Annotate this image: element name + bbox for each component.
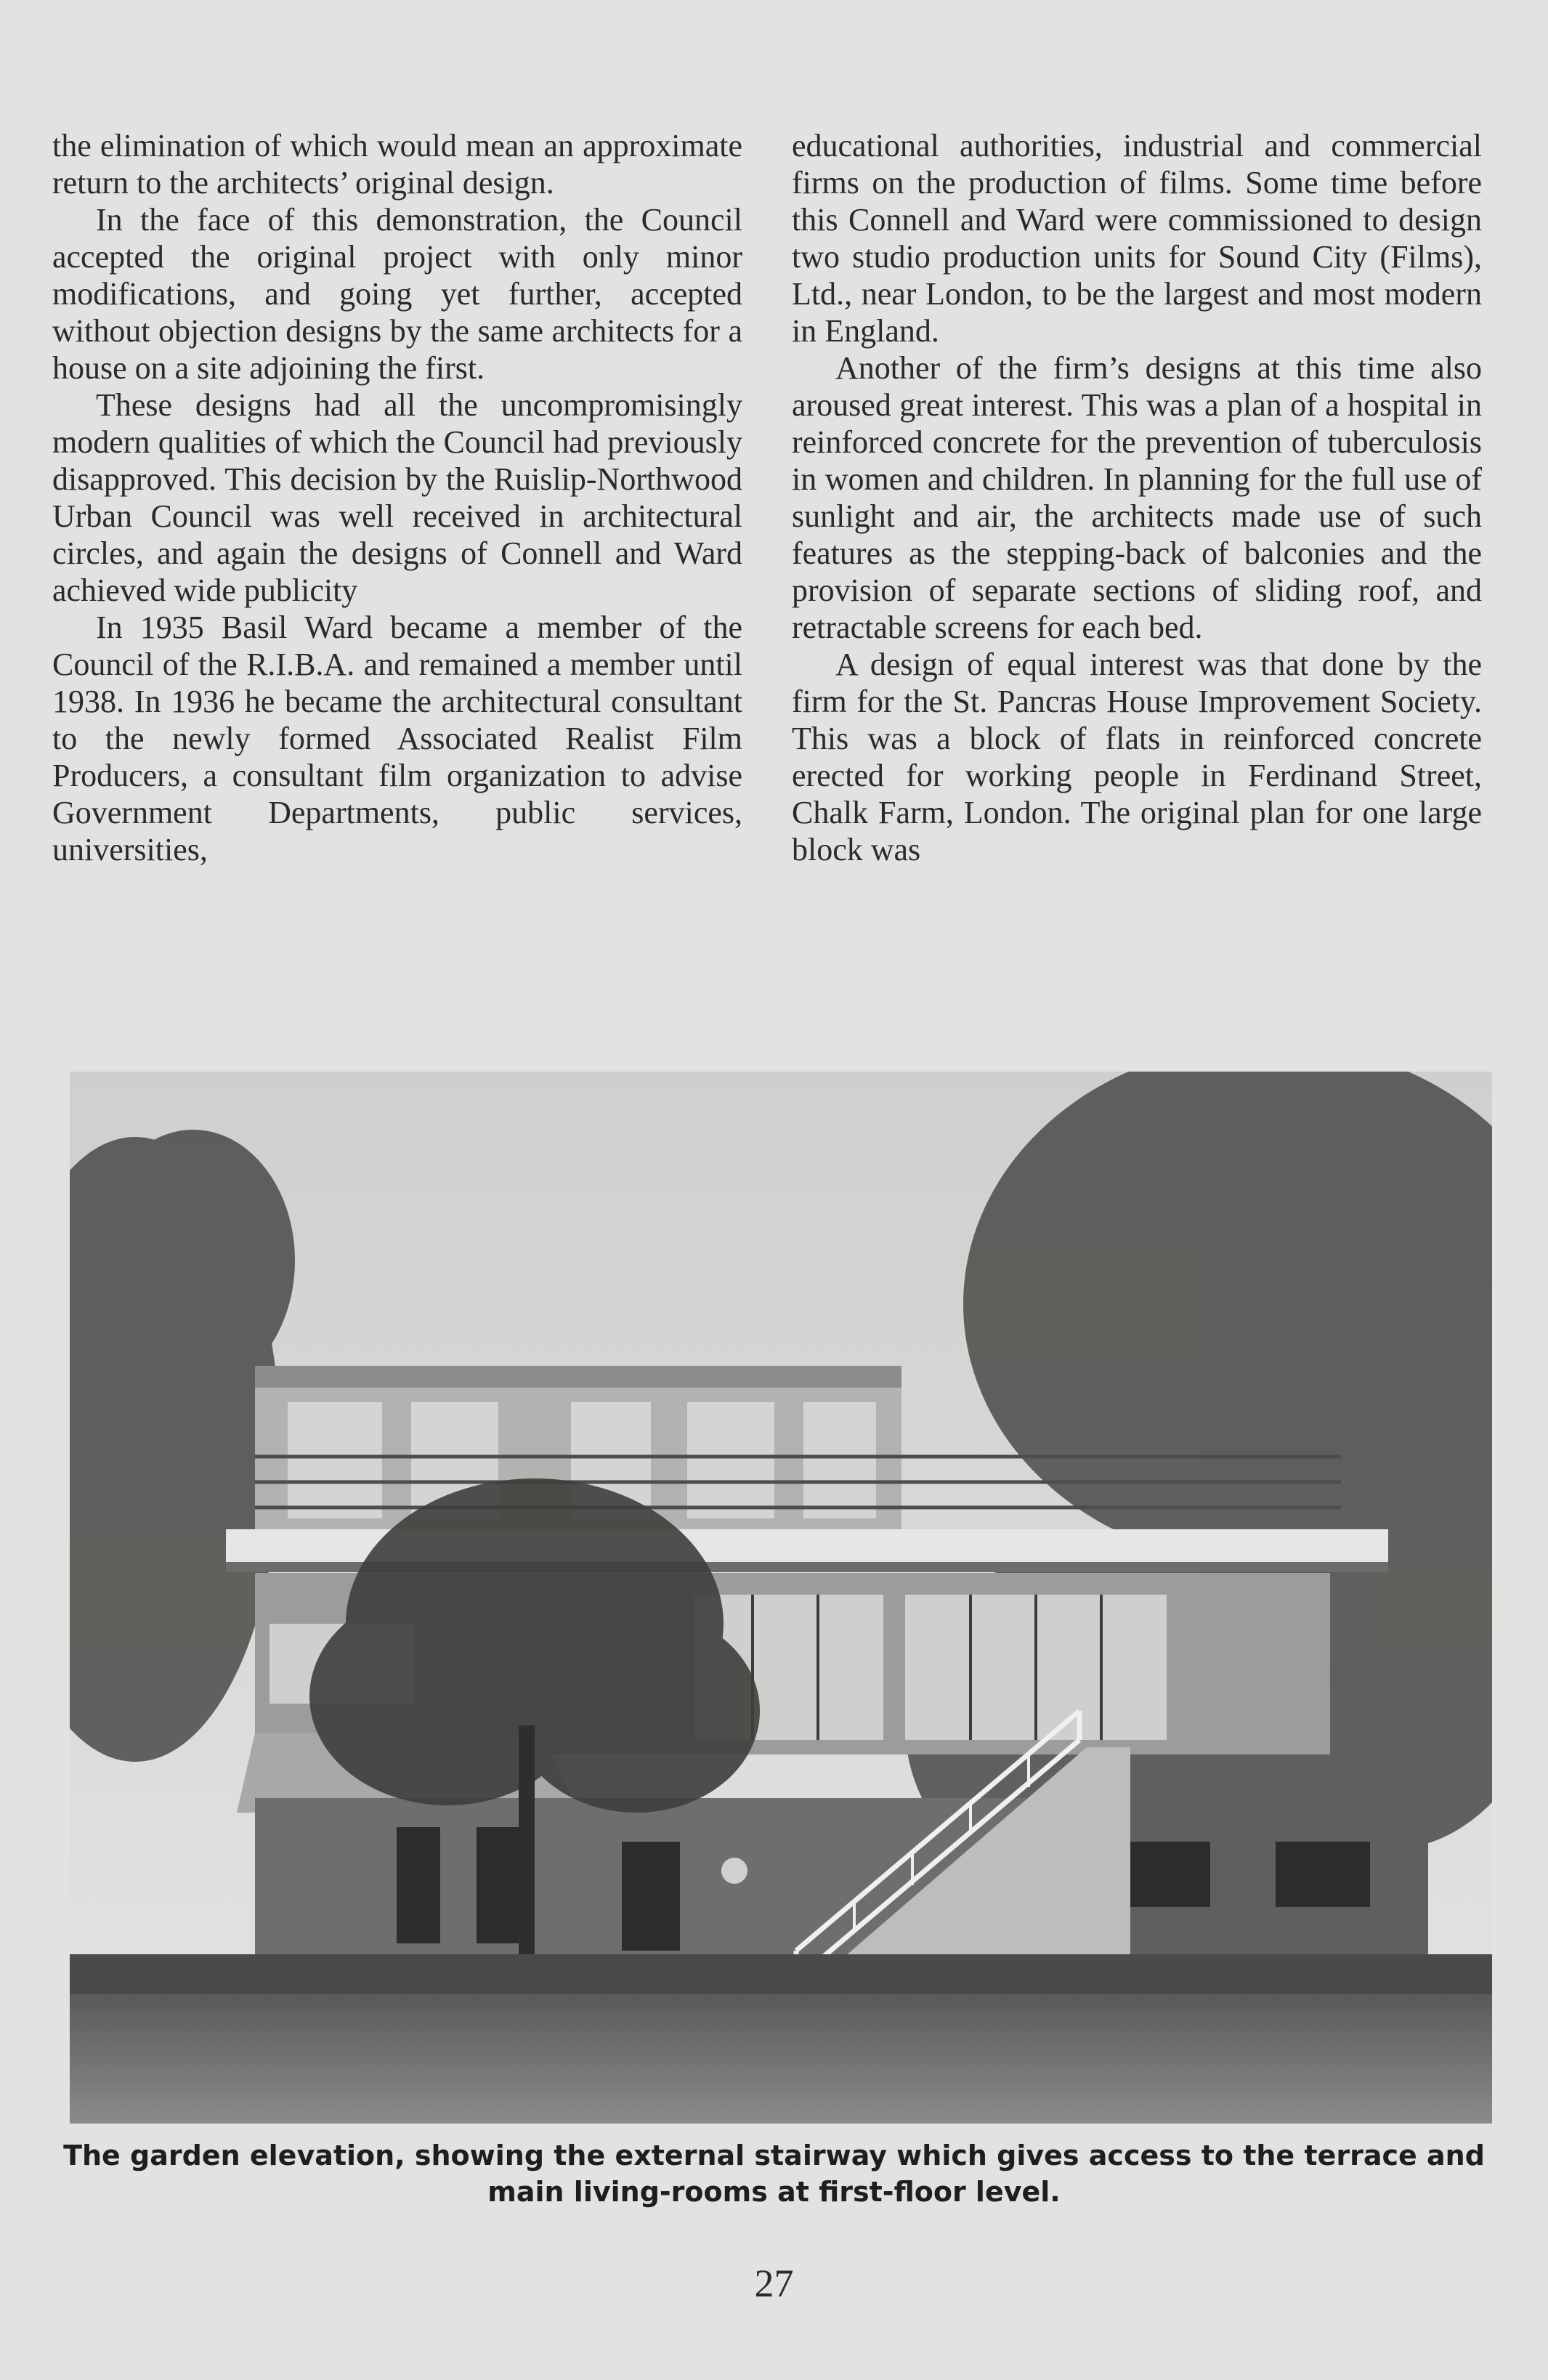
left-text-column: [52, 127, 742, 868]
paragraph: the elimination of which would mean an approximate return to the architects’ original design.: [52, 128, 742, 201]
garden-elevation-photograph: [70, 1072, 1492, 2124]
paragraph: In 1935 Basil Ward became a member of the Council of the R.I.B.A. and remained a member until 1938. In 1936 he became the architectural consultant to the newly formed Associated Realist Film Producers, a consultant film organization to advise Government Departments, public services, universities,: [52, 610, 742, 867]
paragraph: These designs had all the uncompromisingly modern qualities of which the Council had previously disapproved. This decision by the Ruislip-Northwood Urban Council was well received in architectural circles, and again the designs of Connell and Ward achieved wide publicity: [52, 387, 742, 608]
paragraph: A design of equal interest was that done by the firm for the St. Pancras House Improvement Society. This was a block of flats in reinforced concrete erected for working people in Ferdinand Street, Chalk Farm, London. The original plan for one large block was: [792, 647, 1482, 867]
paragraph: Another of the firm’s designs at this time also aroused great interest. This was a plan of a hospital in reinforced concrete for the prevention of tuberculosis in women and children. In planning for the full use of sunlight and air, the architects made use of such features as the stepping-back of balconies and the provision of separate sections of sliding roof, and retractable screens for each bed.: [792, 350, 1482, 645]
right-text-column: [792, 127, 1482, 868]
paragraph: In the face of this demonstration, the Council accepted the original project with only minor modifications, and going yet further, accepted without objection designs by the same architects for a house on a site adjoining the first.: [52, 202, 742, 386]
photo-illustration: [70, 1072, 1492, 2124]
paragraph: educational authorities, industrial and commercial firms on the production of films. Some time before this Connell and Ward were commissioned to design two studio production units for Sound City (Films), Ltd., near London, to be the largest and most modern in England.: [792, 128, 1482, 349]
figure-caption: The garden elevation, showing the external stairway which gives access to the terrace and main living-rooms at first-floor level.: [63, 2140, 1485, 2208]
page-number: 27: [754, 2262, 794, 2305]
